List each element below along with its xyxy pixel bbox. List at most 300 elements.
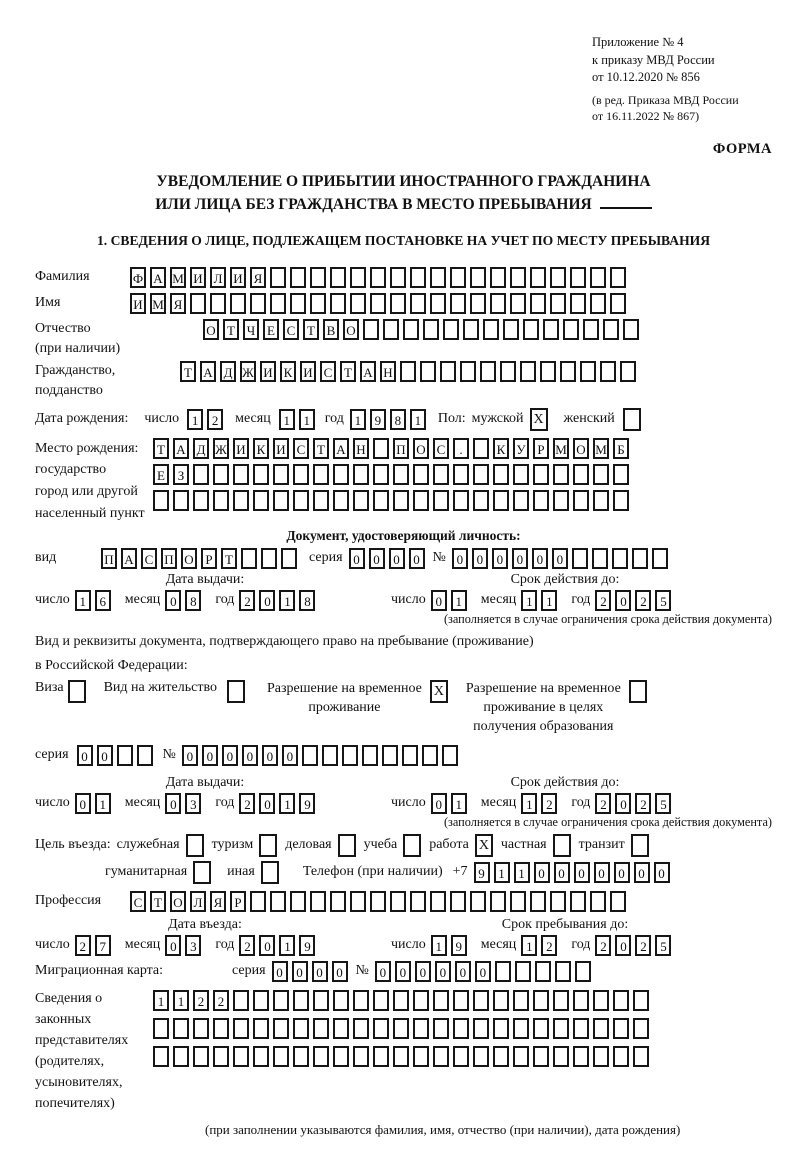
char-cell[interactable]: В [323, 319, 339, 340]
char-cell[interactable] [473, 464, 489, 485]
char-cell[interactable]: М [170, 267, 186, 288]
char-cell[interactable]: 8 [299, 590, 315, 611]
char-cell[interactable]: Р [230, 891, 246, 912]
char-cell[interactable] [530, 267, 546, 288]
char-cell[interactable] [573, 990, 589, 1011]
char-cell[interactable]: 2 [595, 793, 611, 814]
char-cell[interactable]: 1 [451, 590, 467, 611]
char-cell[interactable]: 6 [95, 590, 111, 611]
char-cell[interactable] [413, 1046, 429, 1067]
char-cell[interactable]: Е [153, 464, 169, 485]
char-cell[interactable] [373, 464, 389, 485]
char-cell[interactable] [333, 1018, 349, 1039]
char-cell[interactable] [137, 745, 153, 766]
char-cell[interactable] [233, 1018, 249, 1039]
char-cell[interactable]: П [101, 548, 117, 569]
char-cell[interactable]: 1 [521, 590, 537, 611]
purpose-other-checkbox[interactable] [261, 861, 279, 884]
char-cell[interactable] [153, 1046, 169, 1067]
visa-checkbox[interactable] [68, 680, 86, 703]
char-cell[interactable] [430, 891, 446, 912]
char-cell[interactable]: 2 [635, 793, 651, 814]
purpose-transit-checkbox[interactable] [631, 834, 649, 857]
char-cell[interactable]: 0 [435, 961, 451, 982]
char-cell[interactable] [373, 1046, 389, 1067]
char-cell[interactable]: 1 [279, 409, 295, 430]
char-cell[interactable] [620, 361, 636, 382]
char-cell[interactable]: М [593, 438, 609, 459]
char-cell[interactable]: Т [221, 548, 237, 569]
char-cell[interactable]: 8 [185, 590, 201, 611]
char-cell[interactable] [573, 1018, 589, 1039]
char-cell[interactable]: Я [170, 293, 186, 314]
char-cell[interactable] [515, 961, 531, 982]
char-cell[interactable]: 0 [615, 590, 631, 611]
char-cell[interactable] [253, 990, 269, 1011]
char-cell[interactable] [513, 1046, 529, 1067]
char-cell[interactable] [313, 464, 329, 485]
char-cell[interactable] [393, 1046, 409, 1067]
char-cell[interactable]: 0 [594, 862, 610, 883]
char-cell[interactable]: 2 [595, 590, 611, 611]
char-cell[interactable] [610, 267, 626, 288]
char-cell[interactable] [603, 319, 619, 340]
char-cell[interactable]: . [453, 438, 469, 459]
char-cell[interactable] [495, 961, 511, 982]
char-cell[interactable]: 1 [279, 793, 295, 814]
char-cell[interactable]: И [273, 438, 289, 459]
char-cell[interactable]: Р [201, 548, 217, 569]
char-cell[interactable]: П [393, 438, 409, 459]
char-cell[interactable] [493, 490, 509, 511]
char-cell[interactable]: О [203, 319, 219, 340]
char-cell[interactable] [373, 1018, 389, 1039]
char-cell[interactable]: 0 [534, 862, 550, 883]
char-cell[interactable]: 0 [492, 548, 508, 569]
char-cell[interactable]: 0 [615, 793, 631, 814]
char-cell[interactable] [490, 891, 506, 912]
char-cell[interactable]: 0 [532, 548, 548, 569]
education-residence-checkbox[interactable] [629, 680, 647, 703]
char-cell[interactable] [483, 319, 499, 340]
char-cell[interactable] [473, 490, 489, 511]
char-cell[interactable] [310, 891, 326, 912]
char-cell[interactable] [470, 267, 486, 288]
char-cell[interactable] [253, 1018, 269, 1039]
char-cell[interactable]: 8 [390, 409, 406, 430]
char-cell[interactable] [273, 464, 289, 485]
char-cell[interactable] [450, 293, 466, 314]
char-cell[interactable] [250, 293, 266, 314]
char-cell[interactable]: С [130, 891, 146, 912]
char-cell[interactable]: 2 [239, 935, 255, 956]
char-cell[interactable]: 9 [299, 793, 315, 814]
char-cell[interactable]: 0 [262, 745, 278, 766]
char-cell[interactable]: 5 [655, 793, 671, 814]
char-cell[interactable]: 1 [451, 793, 467, 814]
char-cell[interactable] [573, 464, 589, 485]
char-cell[interactable] [613, 990, 629, 1011]
char-cell[interactable]: 0 [634, 862, 650, 883]
char-cell[interactable] [353, 490, 369, 511]
char-cell[interactable] [480, 361, 496, 382]
char-cell[interactable] [470, 891, 486, 912]
char-cell[interactable]: 1 [75, 590, 91, 611]
char-cell[interactable]: М [553, 438, 569, 459]
char-cell[interactable]: С [141, 548, 157, 569]
char-cell[interactable] [302, 745, 318, 766]
char-cell[interactable] [270, 293, 286, 314]
char-cell[interactable]: 1 [521, 793, 537, 814]
char-cell[interactable] [293, 1018, 309, 1039]
char-cell[interactable]: 2 [595, 935, 611, 956]
char-cell[interactable]: С [283, 319, 299, 340]
char-cell[interactable]: О [170, 891, 186, 912]
char-cell[interactable]: 2 [193, 990, 209, 1011]
char-cell[interactable]: 0 [614, 862, 630, 883]
char-cell[interactable] [333, 490, 349, 511]
char-cell[interactable] [233, 990, 249, 1011]
char-cell[interactable] [290, 891, 306, 912]
char-cell[interactable] [353, 990, 369, 1011]
char-cell[interactable]: Т [150, 891, 166, 912]
char-cell[interactable]: Я [210, 891, 226, 912]
char-cell[interactable] [550, 891, 566, 912]
char-cell[interactable] [153, 490, 169, 511]
char-cell[interactable]: 0 [259, 935, 275, 956]
char-cell[interactable] [433, 464, 449, 485]
char-cell[interactable] [273, 1046, 289, 1067]
residence-permit-checkbox[interactable] [227, 680, 245, 703]
female-checkbox[interactable] [623, 408, 641, 431]
char-cell[interactable]: Н [380, 361, 396, 382]
char-cell[interactable] [363, 319, 379, 340]
char-cell[interactable]: 3 [185, 935, 201, 956]
char-cell[interactable]: 7 [95, 935, 111, 956]
purpose-humanitarian-checkbox[interactable] [193, 861, 211, 884]
char-cell[interactable]: 0 [282, 745, 298, 766]
char-cell[interactable]: О [573, 438, 589, 459]
char-cell[interactable]: О [343, 319, 359, 340]
char-cell[interactable] [233, 1046, 249, 1067]
char-cell[interactable] [493, 1046, 509, 1067]
char-cell[interactable] [373, 990, 389, 1011]
char-cell[interactable]: 5 [655, 590, 671, 611]
char-cell[interactable] [413, 1018, 429, 1039]
char-cell[interactable]: О [181, 548, 197, 569]
char-cell[interactable] [633, 1046, 649, 1067]
char-cell[interactable] [453, 990, 469, 1011]
char-cell[interactable]: 2 [635, 935, 651, 956]
char-cell[interactable]: 2 [239, 793, 255, 814]
char-cell[interactable] [390, 891, 406, 912]
char-cell[interactable] [190, 293, 206, 314]
char-cell[interactable] [330, 267, 346, 288]
char-cell[interactable] [533, 464, 549, 485]
char-cell[interactable] [261, 548, 277, 569]
char-cell[interactable]: Д [220, 361, 236, 382]
char-cell[interactable]: Ч [243, 319, 259, 340]
char-cell[interactable]: 0 [259, 793, 275, 814]
char-cell[interactable] [453, 490, 469, 511]
char-cell[interactable] [473, 1018, 489, 1039]
char-cell[interactable] [530, 293, 546, 314]
char-cell[interactable] [560, 361, 576, 382]
char-cell[interactable]: Е [263, 319, 279, 340]
char-cell[interactable] [523, 319, 539, 340]
char-cell[interactable]: 0 [165, 935, 181, 956]
char-cell[interactable]: 1 [95, 793, 111, 814]
char-cell[interactable]: А [150, 267, 166, 288]
temporary-residence-checkbox[interactable]: X [430, 680, 448, 703]
char-cell[interactable]: 2 [239, 590, 255, 611]
char-cell[interactable] [362, 745, 378, 766]
char-cell[interactable]: А [121, 548, 137, 569]
char-cell[interactable] [613, 1046, 629, 1067]
char-cell[interactable]: 2 [213, 990, 229, 1011]
char-cell[interactable] [153, 1018, 169, 1039]
char-cell[interactable] [353, 1018, 369, 1039]
char-cell[interactable]: 0 [409, 548, 425, 569]
purpose-official-checkbox[interactable] [186, 834, 204, 857]
char-cell[interactable]: 1 [279, 590, 295, 611]
purpose-tourism-checkbox[interactable] [259, 834, 277, 857]
char-cell[interactable] [410, 891, 426, 912]
char-cell[interactable] [330, 891, 346, 912]
char-cell[interactable] [413, 490, 429, 511]
char-cell[interactable] [373, 438, 389, 459]
char-cell[interactable] [453, 1018, 469, 1039]
char-cell[interactable]: Т [180, 361, 196, 382]
char-cell[interactable] [290, 293, 306, 314]
char-cell[interactable]: 0 [431, 590, 447, 611]
char-cell[interactable] [393, 990, 409, 1011]
char-cell[interactable] [250, 891, 266, 912]
char-cell[interactable]: 0 [574, 862, 590, 883]
char-cell[interactable]: 0 [165, 590, 181, 611]
char-cell[interactable] [513, 1018, 529, 1039]
char-cell[interactable] [233, 464, 249, 485]
char-cell[interactable] [530, 891, 546, 912]
char-cell[interactable] [593, 1046, 609, 1067]
char-cell[interactable]: 1 [279, 935, 295, 956]
char-cell[interactable] [513, 990, 529, 1011]
char-cell[interactable] [253, 490, 269, 511]
char-cell[interactable] [652, 548, 668, 569]
char-cell[interactable]: 2 [75, 935, 91, 956]
char-cell[interactable] [193, 464, 209, 485]
char-cell[interactable] [193, 1046, 209, 1067]
char-cell[interactable] [613, 464, 629, 485]
char-cell[interactable]: И [130, 293, 146, 314]
char-cell[interactable]: 0 [332, 961, 348, 982]
char-cell[interactable] [600, 361, 616, 382]
char-cell[interactable]: Д [193, 438, 209, 459]
char-cell[interactable]: 0 [452, 548, 468, 569]
char-cell[interactable]: 9 [370, 409, 386, 430]
char-cell[interactable] [350, 267, 366, 288]
char-cell[interactable] [342, 745, 358, 766]
char-cell[interactable] [590, 293, 606, 314]
char-cell[interactable] [353, 464, 369, 485]
char-cell[interactable]: 0 [375, 961, 391, 982]
char-cell[interactable] [513, 464, 529, 485]
char-cell[interactable] [193, 490, 209, 511]
char-cell[interactable]: 0 [654, 862, 670, 883]
char-cell[interactable]: Р [533, 438, 549, 459]
char-cell[interactable] [413, 464, 429, 485]
char-cell[interactable] [290, 267, 306, 288]
char-cell[interactable] [503, 319, 519, 340]
char-cell[interactable] [500, 361, 516, 382]
char-cell[interactable] [473, 438, 489, 459]
char-cell[interactable] [453, 464, 469, 485]
purpose-work-checkbox[interactable]: X [475, 834, 493, 857]
char-cell[interactable] [233, 490, 249, 511]
char-cell[interactable]: 1 [521, 935, 537, 956]
char-cell[interactable] [281, 548, 297, 569]
char-cell[interactable] [383, 319, 399, 340]
char-cell[interactable] [403, 319, 419, 340]
char-cell[interactable]: 5 [655, 935, 671, 956]
char-cell[interactable] [460, 361, 476, 382]
char-cell[interactable]: 9 [299, 935, 315, 956]
char-cell[interactable] [370, 293, 386, 314]
char-cell[interactable]: С [433, 438, 449, 459]
char-cell[interactable]: 0 [75, 793, 91, 814]
char-cell[interactable]: А [360, 361, 376, 382]
char-cell[interactable] [550, 267, 566, 288]
char-cell[interactable] [433, 1018, 449, 1039]
char-cell[interactable] [430, 293, 446, 314]
char-cell[interactable] [310, 267, 326, 288]
char-cell[interactable] [442, 745, 458, 766]
char-cell[interactable] [293, 490, 309, 511]
char-cell[interactable] [593, 490, 609, 511]
char-cell[interactable] [402, 745, 418, 766]
char-cell[interactable]: К [493, 438, 509, 459]
char-cell[interactable] [510, 293, 526, 314]
char-cell[interactable] [173, 1018, 189, 1039]
char-cell[interactable]: 1 [494, 862, 510, 883]
char-cell[interactable] [592, 548, 608, 569]
char-cell[interactable]: 2 [541, 793, 557, 814]
char-cell[interactable] [450, 891, 466, 912]
char-cell[interactable] [210, 293, 226, 314]
char-cell[interactable]: Т [313, 438, 329, 459]
char-cell[interactable] [173, 1046, 189, 1067]
char-cell[interactable] [610, 293, 626, 314]
char-cell[interactable]: 9 [451, 935, 467, 956]
char-cell[interactable] [253, 1046, 269, 1067]
char-cell[interactable]: 0 [182, 745, 198, 766]
char-cell[interactable] [570, 267, 586, 288]
char-cell[interactable] [117, 745, 133, 766]
char-cell[interactable] [270, 267, 286, 288]
char-cell[interactable]: Л [210, 267, 226, 288]
char-cell[interactable] [535, 961, 551, 982]
char-cell[interactable]: К [253, 438, 269, 459]
char-cell[interactable] [410, 293, 426, 314]
char-cell[interactable]: 0 [615, 935, 631, 956]
char-cell[interactable]: 0 [554, 862, 570, 883]
char-cell[interactable]: 0 [472, 548, 488, 569]
char-cell[interactable] [370, 267, 386, 288]
char-cell[interactable] [313, 490, 329, 511]
char-cell[interactable]: 0 [77, 745, 93, 766]
char-cell[interactable] [533, 1018, 549, 1039]
char-cell[interactable]: З [173, 464, 189, 485]
char-cell[interactable] [333, 990, 349, 1011]
char-cell[interactable] [632, 548, 648, 569]
char-cell[interactable] [570, 891, 586, 912]
char-cell[interactable]: Б [613, 438, 629, 459]
char-cell[interactable] [613, 1018, 629, 1039]
char-cell[interactable]: 0 [552, 548, 568, 569]
char-cell[interactable] [310, 293, 326, 314]
char-cell[interactable] [370, 891, 386, 912]
char-cell[interactable] [273, 1018, 289, 1039]
char-cell[interactable] [413, 990, 429, 1011]
char-cell[interactable] [612, 548, 628, 569]
char-cell[interactable]: 3 [185, 793, 201, 814]
char-cell[interactable]: 0 [312, 961, 328, 982]
char-cell[interactable] [570, 293, 586, 314]
char-cell[interactable]: 0 [395, 961, 411, 982]
char-cell[interactable]: Ф [130, 267, 146, 288]
char-cell[interactable]: 1 [514, 862, 530, 883]
char-cell[interactable] [493, 1018, 509, 1039]
char-cell[interactable]: 1 [350, 409, 366, 430]
char-cell[interactable] [553, 464, 569, 485]
char-cell[interactable]: 1 [541, 590, 557, 611]
char-cell[interactable] [623, 319, 639, 340]
char-cell[interactable] [420, 361, 436, 382]
purpose-study-checkbox[interactable] [403, 834, 421, 857]
char-cell[interactable]: Т [223, 319, 239, 340]
char-cell[interactable] [213, 1018, 229, 1039]
char-cell[interactable]: 1 [299, 409, 315, 430]
char-cell[interactable]: 0 [97, 745, 113, 766]
char-cell[interactable]: 0 [292, 961, 308, 982]
char-cell[interactable] [593, 990, 609, 1011]
char-cell[interactable] [333, 1046, 349, 1067]
char-cell[interactable] [293, 990, 309, 1011]
char-cell[interactable] [573, 490, 589, 511]
char-cell[interactable] [273, 490, 289, 511]
char-cell[interactable]: 2 [635, 590, 651, 611]
char-cell[interactable]: 1 [187, 409, 203, 430]
char-cell[interactable]: 2 [541, 935, 557, 956]
char-cell[interactable]: 0 [455, 961, 471, 982]
char-cell[interactable] [490, 293, 506, 314]
char-cell[interactable] [373, 490, 389, 511]
char-cell[interactable] [583, 319, 599, 340]
char-cell[interactable]: К [280, 361, 296, 382]
char-cell[interactable] [313, 1018, 329, 1039]
char-cell[interactable]: А [173, 438, 189, 459]
char-cell[interactable] [610, 891, 626, 912]
char-cell[interactable]: И [260, 361, 276, 382]
char-cell[interactable] [213, 490, 229, 511]
char-cell[interactable] [382, 745, 398, 766]
char-cell[interactable] [422, 745, 438, 766]
char-cell[interactable] [393, 1018, 409, 1039]
char-cell[interactable]: И [300, 361, 316, 382]
char-cell[interactable]: А [200, 361, 216, 382]
char-cell[interactable] [555, 961, 571, 982]
purpose-business-checkbox[interactable] [338, 834, 356, 857]
